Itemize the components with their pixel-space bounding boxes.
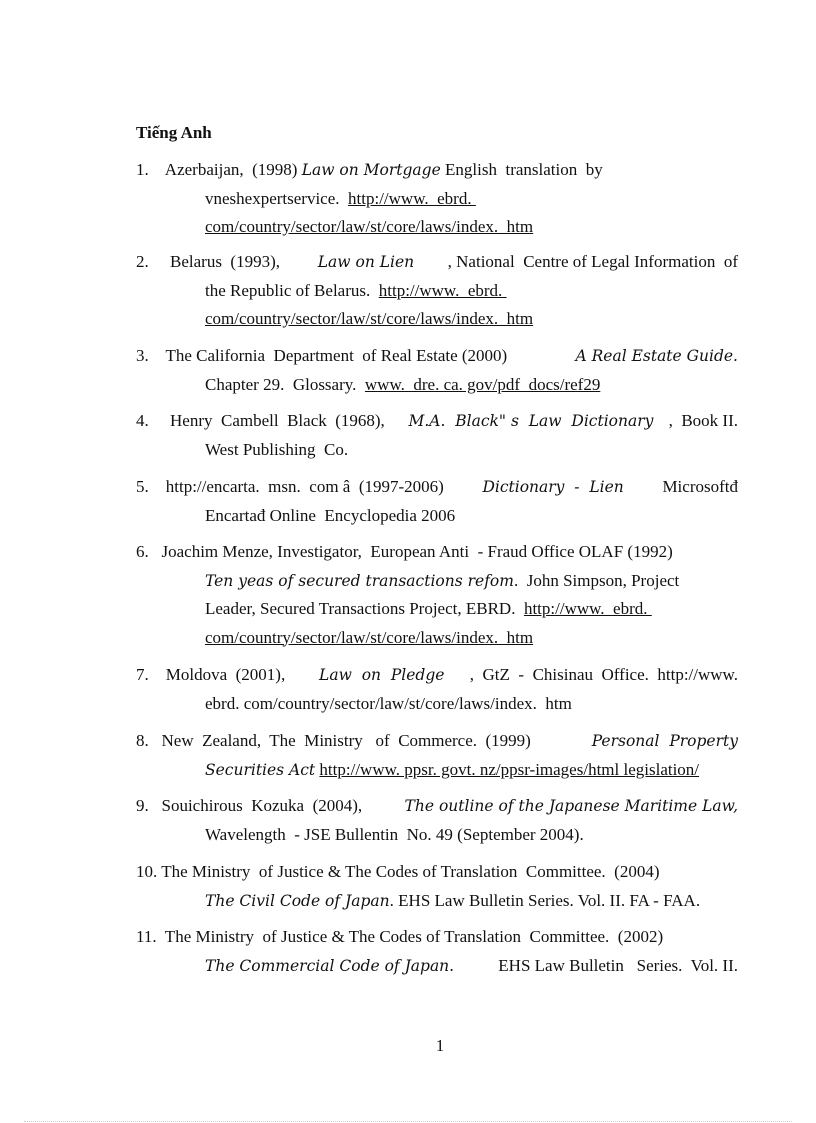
reference-title: Securities Act bbox=[205, 760, 316, 779]
reference-item bbox=[136, 923, 738, 980]
reference-item bbox=[136, 538, 738, 652]
reference-text: EHS Law Bulletin Series. Vol. II. bbox=[489, 955, 738, 975]
reference-text: Encartađ Online Encyclopedia 2006 bbox=[205, 505, 456, 525]
reference-title: M.A. Black" s Law Dictionary bbox=[408, 412, 654, 430]
reference-title: The outline of the Japanese Maritime Law, bbox=[404, 797, 738, 815]
reference-line bbox=[136, 952, 738, 981]
reference-text: , National Centre of Legal Information of bbox=[447, 252, 738, 271]
reference-link[interactable]: com/country/sector/law/st/core/laws/index. htm bbox=[205, 309, 534, 328]
reference-line bbox=[136, 792, 738, 821]
reference-text: . John Simpson, Project bbox=[513, 570, 680, 590]
reference-text: vneshexpertservice. bbox=[205, 188, 349, 208]
reference-link[interactable]: www. dre. ca. gov/pdf_docs/ref29 bbox=[364, 374, 601, 394]
reference-item bbox=[136, 858, 738, 915]
reference-link[interactable]: http://www. ppsr. govt. nz/ppsr-images/html legislation/ bbox=[319, 759, 700, 779]
reference-text: the Republic of Belarus. bbox=[205, 280, 379, 300]
reference-line bbox=[136, 371, 738, 400]
reference-text: 9. Souichirous Kozuka (2004), bbox=[136, 796, 371, 815]
reference-line bbox=[136, 567, 738, 596]
reference-line bbox=[136, 342, 738, 371]
reference-line bbox=[136, 661, 738, 690]
page-bottom-divider bbox=[24, 1121, 792, 1122]
reference-text: , Book II. bbox=[668, 411, 738, 430]
reference-text: Microsoftđ bbox=[653, 477, 738, 496]
reference-item bbox=[136, 248, 738, 334]
page-number: 1 bbox=[435, 1036, 445, 1055]
reference-line bbox=[136, 248, 738, 277]
reference-title: Law on Lien bbox=[317, 253, 415, 271]
reference-item bbox=[136, 156, 738, 242]
reference-text: 11. The Ministry of Justice & The Codes of Translation Committee. (2002) bbox=[136, 927, 664, 946]
reference-title: Dictionary - Lien bbox=[482, 478, 624, 496]
reference-title: Law on Mortgage bbox=[301, 161, 441, 179]
reference-line bbox=[136, 185, 738, 214]
reference-title: A Real Estate Guide. bbox=[575, 347, 738, 365]
reference-item bbox=[136, 473, 738, 530]
reference-line bbox=[136, 473, 738, 502]
section-heading: Tiếng Anh bbox=[136, 123, 212, 142]
reference-line bbox=[136, 538, 738, 567]
reference-text: English translation by bbox=[440, 160, 603, 179]
reference-text: 5. http://encarta. msn. com â (1997-2006) bbox=[136, 477, 453, 496]
reference-title: Personal Property bbox=[591, 732, 738, 750]
reference-line bbox=[136, 407, 738, 436]
reference-line bbox=[136, 923, 738, 952]
reference-item bbox=[136, 342, 738, 399]
reference-text: 3. The California Department of Real Estate (2000) bbox=[136, 346, 512, 365]
reference-line bbox=[136, 821, 738, 850]
reference-line bbox=[136, 756, 738, 785]
reference-link[interactable]: http://www. ebrd. bbox=[348, 188, 476, 208]
reference-text: . EHS Law Bulletin Series. Vol. II. FA - FAA. bbox=[389, 890, 701, 910]
reference-text: 10. The Ministry of Justice & The Codes of Translation Committee. (2004) bbox=[136, 862, 660, 881]
reference-line bbox=[136, 436, 738, 465]
reference-line bbox=[136, 624, 738, 653]
reference-item bbox=[136, 727, 738, 784]
reference-text: 4. Henry Cambell Black (1968), bbox=[136, 411, 394, 430]
reference-title: The Commercial Code of Japan. bbox=[205, 956, 455, 975]
reference-link[interactable]: http://www. ebrd. bbox=[523, 599, 652, 618]
reference-line bbox=[136, 727, 738, 756]
reference-item bbox=[136, 661, 738, 718]
reference-text: Wavelength - JSE Bullentin No. 49 (September 2004). bbox=[205, 824, 584, 844]
reference-item bbox=[136, 407, 738, 464]
reference-line bbox=[136, 690, 738, 719]
reference-link[interactable]: com/country/sector/law/st/core/laws/index. htm bbox=[205, 217, 534, 236]
reference-text: 6. Joachim Menze, Investigator, European Anti - Fraud Office OLAF (1992) bbox=[136, 542, 673, 561]
reference-line bbox=[136, 156, 738, 185]
reference-title: Ten yeas of secured transactions refom bbox=[205, 571, 514, 590]
reference-text: Chapter 29. Glossary. bbox=[205, 374, 365, 394]
reference-link[interactable]: http://www. ebrd. bbox=[378, 280, 507, 300]
reference-text: 2. Belarus (1993), bbox=[136, 252, 285, 271]
reference-text: Leader, Secured Transactions Project, EBRD. bbox=[205, 599, 524, 618]
reference-line bbox=[136, 213, 738, 242]
reference-line bbox=[136, 887, 738, 916]
reference-line bbox=[136, 502, 738, 531]
reference-text: West Publishing Co. bbox=[205, 439, 349, 459]
reference-line bbox=[136, 858, 738, 887]
reference-text: 1. Azerbaijan, (1998) bbox=[136, 160, 302, 179]
reference-item bbox=[136, 792, 738, 849]
reference-text: ebrd. com/country/sector/law/st/core/laws/index. htm bbox=[205, 693, 572, 713]
reference-line bbox=[136, 595, 738, 624]
reference-line bbox=[136, 277, 738, 306]
reference-text: , GtZ - Chisinau Office. http://www. bbox=[469, 665, 738, 684]
reference-text: 7. Moldova (2001), bbox=[136, 665, 294, 684]
reference-line bbox=[136, 305, 738, 334]
reference-link[interactable]: com/country/sector/law/st/core/laws/index. htm bbox=[205, 627, 534, 647]
reference-title: Law on Pledge bbox=[319, 666, 445, 684]
reference-text: 8. New Zealand, The Ministry of Commerce. (1999) bbox=[136, 731, 540, 750]
reference-title: The Civil Code of Japan bbox=[205, 891, 390, 910]
